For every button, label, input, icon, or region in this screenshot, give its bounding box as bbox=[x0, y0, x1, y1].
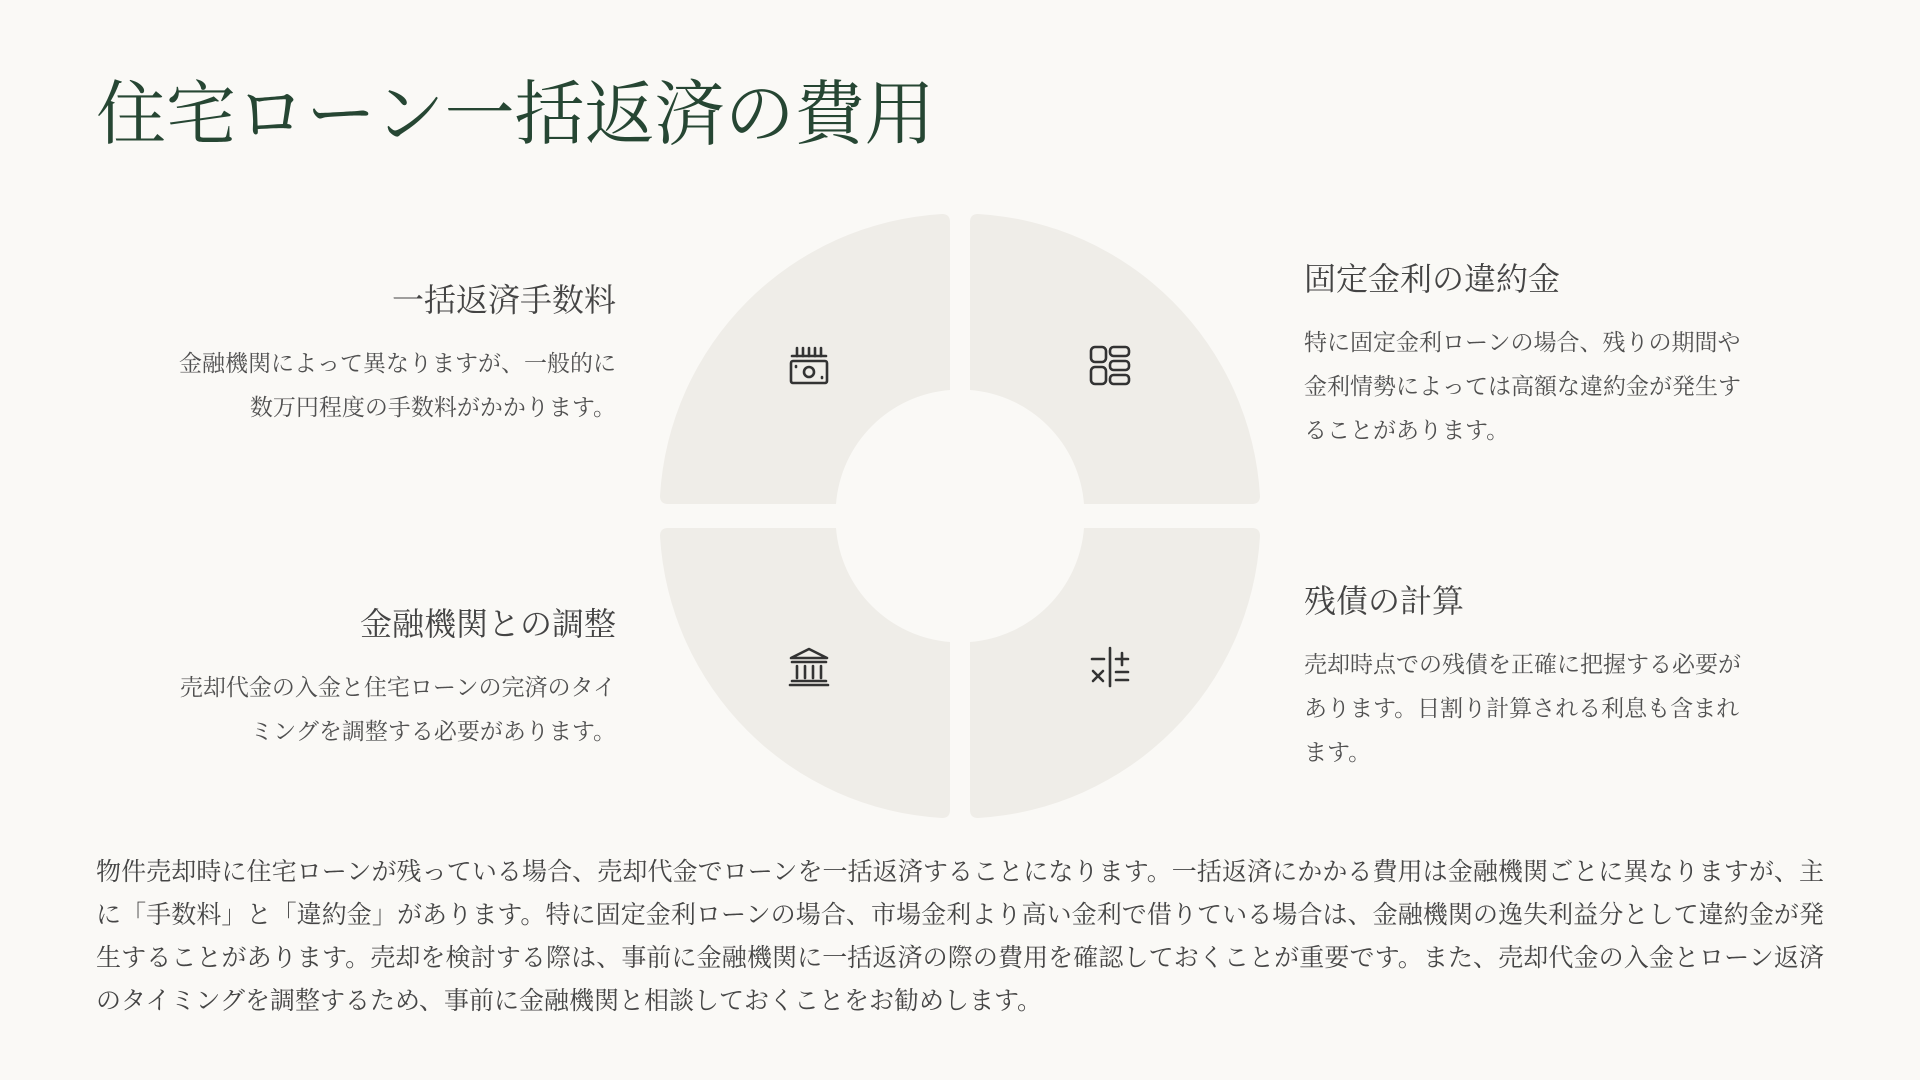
card-description-line: ます。 bbox=[1304, 740, 1372, 766]
card-description-line: 数万円程度の手数料がかかります。 bbox=[249, 395, 616, 421]
grid-icon bbox=[1088, 344, 1132, 388]
card-balance-calculation bbox=[1304, 581, 1824, 775]
calculator-icon bbox=[1088, 645, 1132, 689]
card-description-line: 金融機関によって異なりますが、一般的に bbox=[179, 351, 616, 377]
card-heading: 固定金利の違約金 bbox=[1304, 260, 1561, 298]
card-heading: 一括返済手数料 bbox=[391, 281, 616, 319]
cost-ring-diagram bbox=[658, 212, 1262, 820]
card-description bbox=[1304, 321, 1824, 453]
card-description-line: ミングを調整する必要があります。 bbox=[250, 719, 616, 745]
card-description-line: 売却時点での残債を正確に把握する必要が bbox=[1304, 652, 1741, 678]
page-title: 住宅ローン一括返済の費用 bbox=[96, 73, 935, 155]
card-description-line: 売却代金の入金と住宅ローンの完済のタイ bbox=[179, 675, 616, 701]
card-description-line: ることがあります。 bbox=[1304, 418, 1510, 444]
summary-paragraph: 物件売却時に住宅ローンが残っている場合、売却代金でローンを一括返済することになります。一括返済にかかる費用は金融機関ごとに異なりますが、主に「手数料」と「違約金」があります。特に固定金利ローンの場合、市場金利より高い金利で借りている場合は、金融機関の逸失利益分として違約金が発生することがあります。売却を検討する際は、事前に金融機関に一括返済の際の費用を確認しておくことが重要です。また、売却代金の入金とローン返済のタイミングを調整するため、事前に金融機関と相談しておくことをお勧めします。 bbox=[96, 857, 1824, 1015]
card-lump-sum-fee bbox=[96, 280, 616, 430]
bank-icon bbox=[787, 645, 831, 689]
card-description-line: 金利情勢によっては高額な違約金が発生す bbox=[1304, 374, 1741, 400]
card-heading: 金融機関との調整 bbox=[359, 605, 616, 643]
card-description bbox=[96, 666, 616, 754]
card-fixed-rate-penalty bbox=[1304, 259, 1824, 453]
card-description-line: 特に固定金利ローンの場合、残りの期間や bbox=[1304, 330, 1741, 356]
card-description bbox=[1304, 643, 1824, 775]
card-heading: 残債の計算 bbox=[1304, 582, 1465, 620]
card-bank-coordination bbox=[96, 604, 616, 754]
card-description-line: あります。日割り計算される利息も含まれ bbox=[1304, 696, 1740, 722]
money-icon bbox=[787, 344, 831, 388]
card-description bbox=[96, 342, 616, 430]
